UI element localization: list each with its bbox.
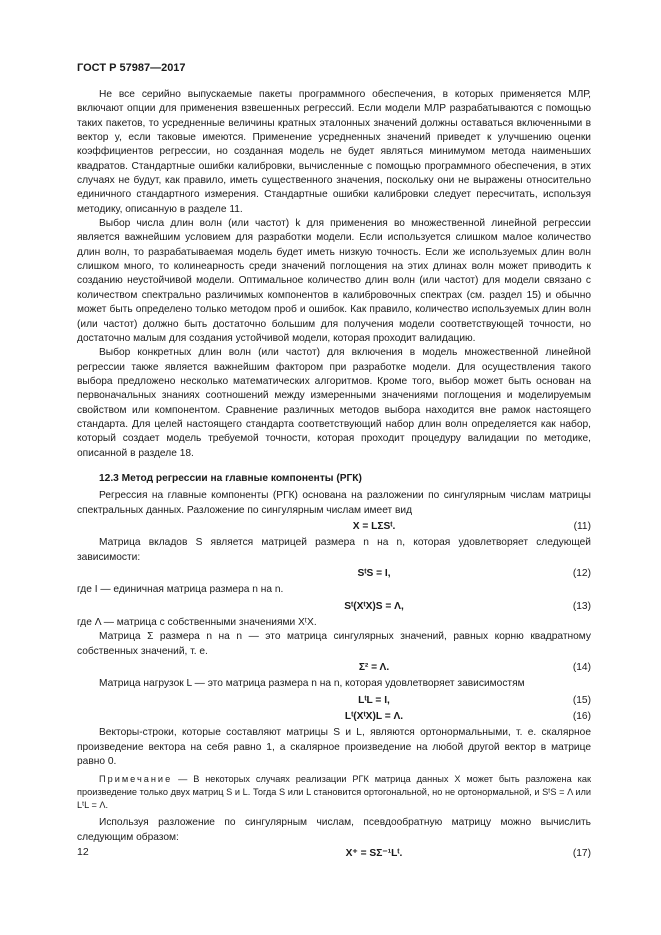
document-header: ГОСТ Р 57987—2017 [77, 62, 186, 74]
formula: Lᵗ(XᵗX)L = Λ. [344, 711, 404, 723]
formula: LᵗL = I, [358, 694, 390, 706]
note [77, 773, 591, 812]
page-number: 12 [77, 846, 89, 858]
equation-17 [77, 847, 591, 861]
formula: Sᵗ(XᵗX)S = Λ, [344, 600, 404, 612]
note-label: Примечание [99, 774, 173, 785]
paragraph: Выбор числа длин волн (или частот) k для применения во множественной линейной регрессии является важнейшим условием для разработки модели. Если используется слишком малое количество длин волн, то разрабатываемая модель будет иметь низкую точность. Если же используемых длин волн слишком много, то колинеарность среди значений поглощения на этих длинах волн может приводить к созданию неустойчивой модели. Оптимальное количество длин волн (или частот) для модели связано с количеством спектрально различимых компонентов в калибровочных спектрах (см. раздел 15) и обычно может быть определено только методом проб и ошибок. Как правило, количество используемых длин волн (или частот) должно быть достаточно большим для получения модели соответствующей точности, но достаточно малым для создания устойчивой модели, которая проходит валидацию. [77, 218, 591, 344]
formula: Σ² = Λ. [358, 662, 390, 674]
equation-number: (12) [572, 568, 591, 579]
formula: X⁺ = SΣ⁻¹Lᵗ. [345, 848, 403, 860]
equation-12 [77, 567, 591, 581]
equation-number: (15) [572, 694, 591, 706]
paragraph: Матрица нагрузок L — это матрица размера n на n, которая удовлетворяет зависимостям [99, 678, 525, 690]
paragraph: Векторы-строки, которые составляют матрицы S и L, являются ортонормальными, т. е. скалярное произведение вектора на себя равно 1, а скалярное произведение на любой другой вектор в матрице равно 0. [77, 727, 591, 768]
note-text: — В некоторых случаях реализации РГК матрица данных X может быть разложена как произведение только двух матриц S и L. Тогда S или L становится ортогональной, но не ортонормальной, и SᵗS = Λ или LᵗL = Λ. [77, 774, 591, 811]
equation-16 [77, 710, 591, 724]
equation-14 [77, 661, 591, 675]
formula: X = LΣSᵗ. [352, 520, 396, 532]
equation-11 [77, 520, 591, 534]
equation-13 [77, 600, 591, 614]
equation-number: (13) [572, 600, 591, 612]
paragraph: где Λ — матрица с собственными значениями XᵗX. [77, 617, 317, 629]
paragraph: Выбор конкретных длин волн (или частот) для включения в модель множественной линейной регрессии также является важнейшим фактором при разработке модели. Для осуществления такого выбора предложено несколько математических алгоритмов. Кроме того, выбор может быть основан на первоначальных знаниях соотношений между измеренными значениями поглощения и моделируемым свойством или компонентом. Сравнение различных методов выбора находится вне рамок настоящего стандарта. Для целей настоящего стандарта соответствующий набор длин волн определяется как набор, который создает модель требуемой точности, которая проходит процедуру валидации по методике, описанной в разделе 18. [77, 347, 591, 459]
equation-number: (14) [572, 662, 591, 674]
page-body [77, 88, 591, 864]
paragraph: где I — единичная матрица размера n на n. [77, 584, 284, 596]
equation-number: (11) [573, 520, 591, 532]
equation-15 [77, 694, 591, 708]
paragraph: Матрица вкладов S является матрицей размера n на n, которая удовлетворяет следующей зависимости: [77, 537, 591, 563]
paragraph: Не все серийно выпускаемые пакеты программного обеспечения, в которых применяется МЛР, включают опции для применения взвешенных регрессий. Если модели МЛР разрабатываются с помощью таких пакетов, то усредненные величины кратных эталонных значений должны оставаться включенными в вектор y, если таковые имеются. Применение усредненных значений приведет к улучшению оценки коэффициентов регрессии, но созданная модель не будет являться минимумом метода наименьших квадратов. Стандартные ошибки калибровки, вычисленные с помощью программного обеспечения, в этих случаях не будут, как правило, иметь существенного значения, поскольку они не выражены относительно единичного стандартного измерения. Стандартные ошибки калибровки следует пересчитать, используя методику, описанную в разделе 11. [77, 89, 591, 215]
paragraph: Используя разложение по сингулярным числам, псевдообратную матрицу можно вычислить следующим образом: [77, 817, 591, 843]
equation-number: (17) [572, 848, 591, 860]
equation-number: (16) [572, 711, 591, 723]
paragraph: Регрессия на главные компоненты (РГК) основана на разложении по сингулярным числам матрицы спектральных данных. Разложение по сингулярным числам имеет вид [77, 490, 591, 516]
formula: SᵗS = I, [357, 568, 391, 579]
section-title: 12.3 Метод регрессии на главные компоненты (РГК) [99, 472, 362, 484]
paragraph: Матрица Σ размера n на n — это матрица сингулярных значений, равных корню квадратному собственных значений, т. е. [77, 631, 591, 657]
